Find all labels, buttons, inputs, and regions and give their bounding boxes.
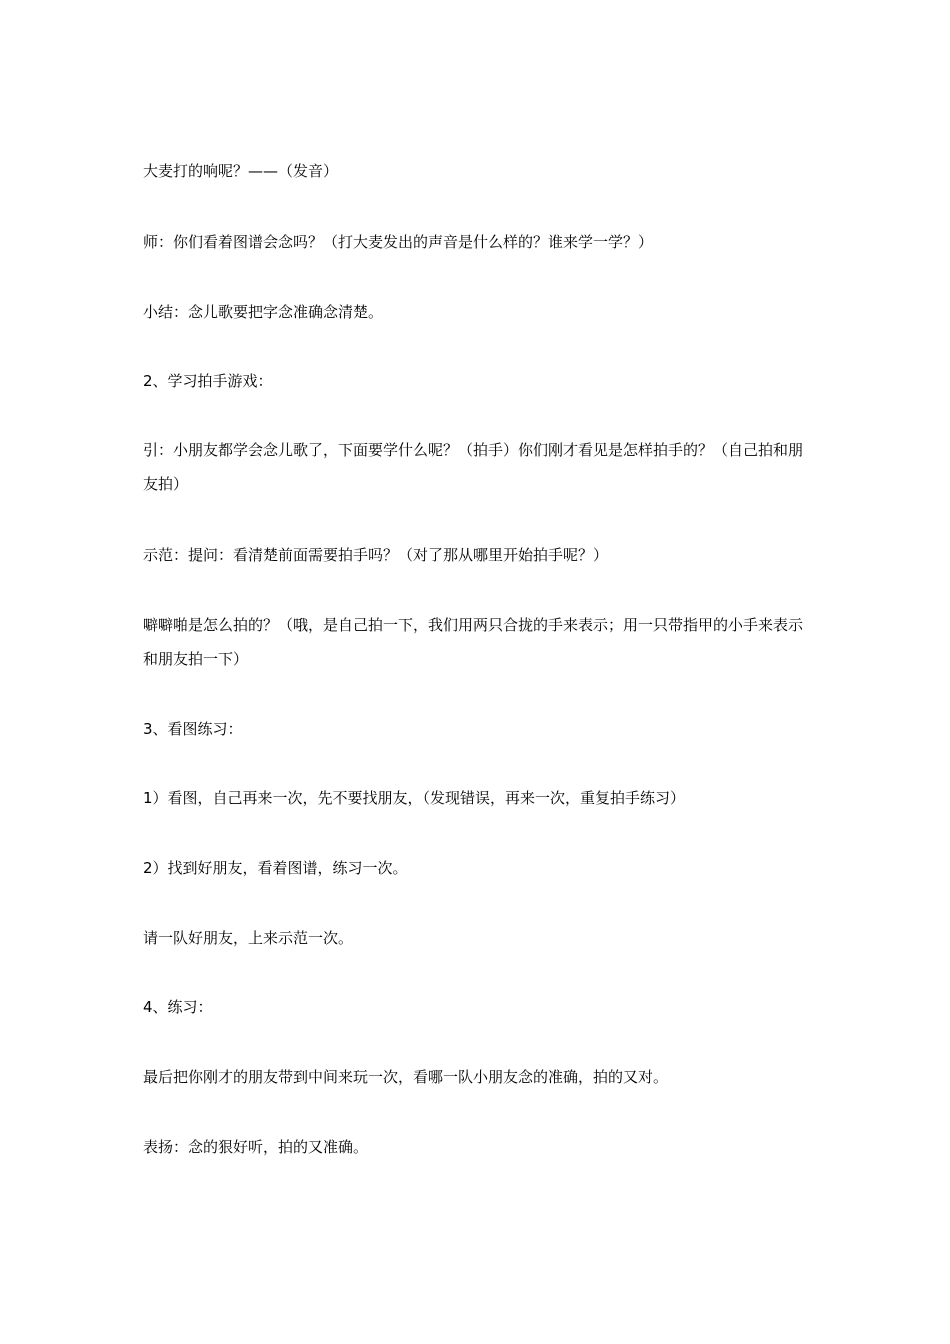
paragraph-final-play: 最后把你刚才的朋友带到中间来玩一次，看哪一队小朋友念的准确，拍的又对。 — [143, 1068, 669, 1086]
paragraph-lead-in: 引：小朋友都学会念儿歌了，下面要学什么呢？（拍手）你们刚才看见是怎样拍手的？（自己拍和朋友拍） — [143, 441, 804, 493]
paragraph-praise: 表扬：念的狠好听，拍的又准确。 — [143, 1138, 369, 1156]
section-heading-picture-practice: 3、看图练习： — [143, 720, 243, 738]
section-heading-clapping-game: 2、学习拍手游戏： — [143, 372, 273, 390]
paragraph-step-1: 1）看图，自己再来一次，先不要找朋友，（发现错误，再来一次，重复拍手练习） — [143, 789, 686, 807]
paragraph-demonstration: 示范：提问：看清楚前面需要拍手吗？（对了那从哪里开始拍手呢？） — [143, 546, 609, 564]
paragraph-summary: 小结：念儿歌要把字念准确念清楚。 — [143, 303, 384, 321]
paragraph-teacher-question: 师：你们看着图谱会念吗？（打大麦发出的声音是什么样的？谁来学一学？） — [143, 233, 654, 251]
paragraph-team-demo: 请一队好朋友，上来示范一次。 — [143, 929, 354, 947]
paragraph-clap-explanation: 噼噼啪是怎么拍的？（哦，是自己拍一下，我们用两只合拢的手来表示；用一只带指甲的小手来表示和朋友拍一下） — [143, 616, 804, 668]
paragraph-step-2: 2）找到好朋友，看着图谱，练习一次。 — [143, 859, 408, 877]
paragraph-intro: 大麦打的响呢？——（发音） — [143, 162, 339, 180]
section-heading-practice: 4、练习： — [143, 998, 213, 1016]
